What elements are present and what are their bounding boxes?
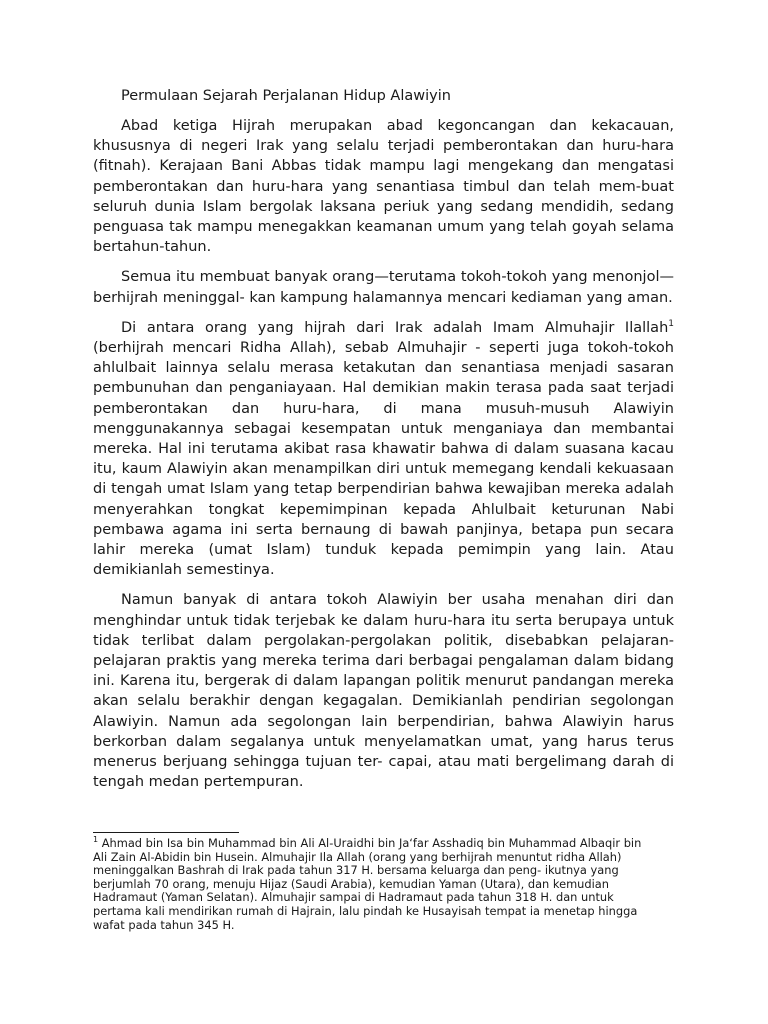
paragraph-2: Semua itu membuat banyak orang—terutama tokoh-tokoh yang menonjol—berhijrah meninggal- kan kampung halamannya mencari kediaman yang aman. (93, 269, 674, 306)
paragraph-1: Abad ketiga Hijrah merupakan abad kegoncangan dan kekacauan, khususnya di negeri Irak yang selalu terjadi pemberontakan dan huru-hara (fitnah). Kerajaan Bani Abbas tidak mampu lagi mengekang dan mengatasi pemberontakan dan huru-hara yang senantiasa timbul dan telah mem-buat seluruh dunia Islam bergolak laksana periuk yang sedang mendidih, sedang penguasa tak mampu menegakkan keamanan umum yang telah goyah selama bertahun-tahun. (93, 118, 674, 256)
footnote-marker: 1 (93, 835, 99, 845)
paragraph-3 (93, 318, 674, 581)
footnote-separator (93, 832, 239, 833)
document-title: Permulaan Sejarah Perjalanan Hidup Alawiyin (121, 88, 451, 104)
paragraph-4: Namun banyak di antara tokoh Alawiyin ber usaha menahan diri dan menghindar untuk tidak terjebak ke dalam huru-hara itu serta berupaya untuk tidak terlibat dalam pergolakan-pergolakan politik, disebabkan pelajaran-pelajaran praktis yang mereka terima dari berbagai pengalaman dalam bidang ini. Karena itu, bergerak di dalam lapangan politik menurut pandangan mereka akan selalu berakhir dengan kegagalan. Demikianlah pendirian segolongan Alawiyin. Namun ada segolongan lain berpendirian, bahwa Alawiyin harus berkorban dalam segalanya untuk menyelamatkan umat, yang harus terus menerus berjuang sehingga tujuan ter- capai, atau mati bergelimang darah di tengah medan pertempuran. (93, 592, 674, 791)
paragraph-3-text-b: (berhijrah mencari Ridha Allah), sebab Almuhajir - seperti juga tokoh-tokoh ahlulbait lainnya selalu merasa ketakutan dan senantiasa menjadi sasaran pembunuhan dan penganiayaan. Hal demikian makin terasa pada saat terjadi pemberontakan dan huru-hara, di mana musuh-musuh Alawiyin menggunakannya sebagai kesempatan untuk menganiaya dan membantai mereka. Hal ini terutama akibat rasa khawatir bahwa di dalam suasana kacau itu, kaum Alawiyin akan menampilkan diri untuk memegang kendali kekuasaan di tengah umat Islam yang tetap berpendirian bahwa kewajiban mereka adalah menyerahkan tongkat kepemimpinan kepada Ahlulbait keturunan Nabi pembawa agama ini serta bernaung di bawah panjinya, betapa pun secara lahir mereka (umat Islam) tunduk kepada pemimpin yang lain. Atau demikianlah semestinya. (93, 340, 674, 579)
document-body (93, 86, 674, 803)
footnote-text: Ahmad bin Isa bin Muhammad bin Ali Al-Uraidhi bin Ja‘far Asshadiq bin Muhammad Albaqir bin Ali Zain Al-Abidin bin Husein. Almuhajir Ila Allah (orang yang berhijrah menuntut ridha Allah) meninggalkan Bashrah di Irak pada tahun 317 H. bersama keluarga dan peng- ikutnya yang berjumlah 70 orang, menuju Hijaz (Saudi Arabia), kemudian Yaman (Utara), dan kemudian Hadramaut (Yaman Selatan). Almuhajir sampai di Hadramaut pada tahun 318 H. dan untuk pertama kali mendirikan rumah di Hajrain, lalu pindah ke Husayisah tempat ia menetap hingga wafat pada tahun 345 H. (93, 836, 642, 932)
footnote-reference[interactable]: 1 (668, 319, 674, 329)
paragraph-3-text-a: Di antara orang yang hijrah dari Irak adalah Imam Almuhajir Ilallah (121, 319, 669, 336)
footnote (93, 837, 653, 932)
